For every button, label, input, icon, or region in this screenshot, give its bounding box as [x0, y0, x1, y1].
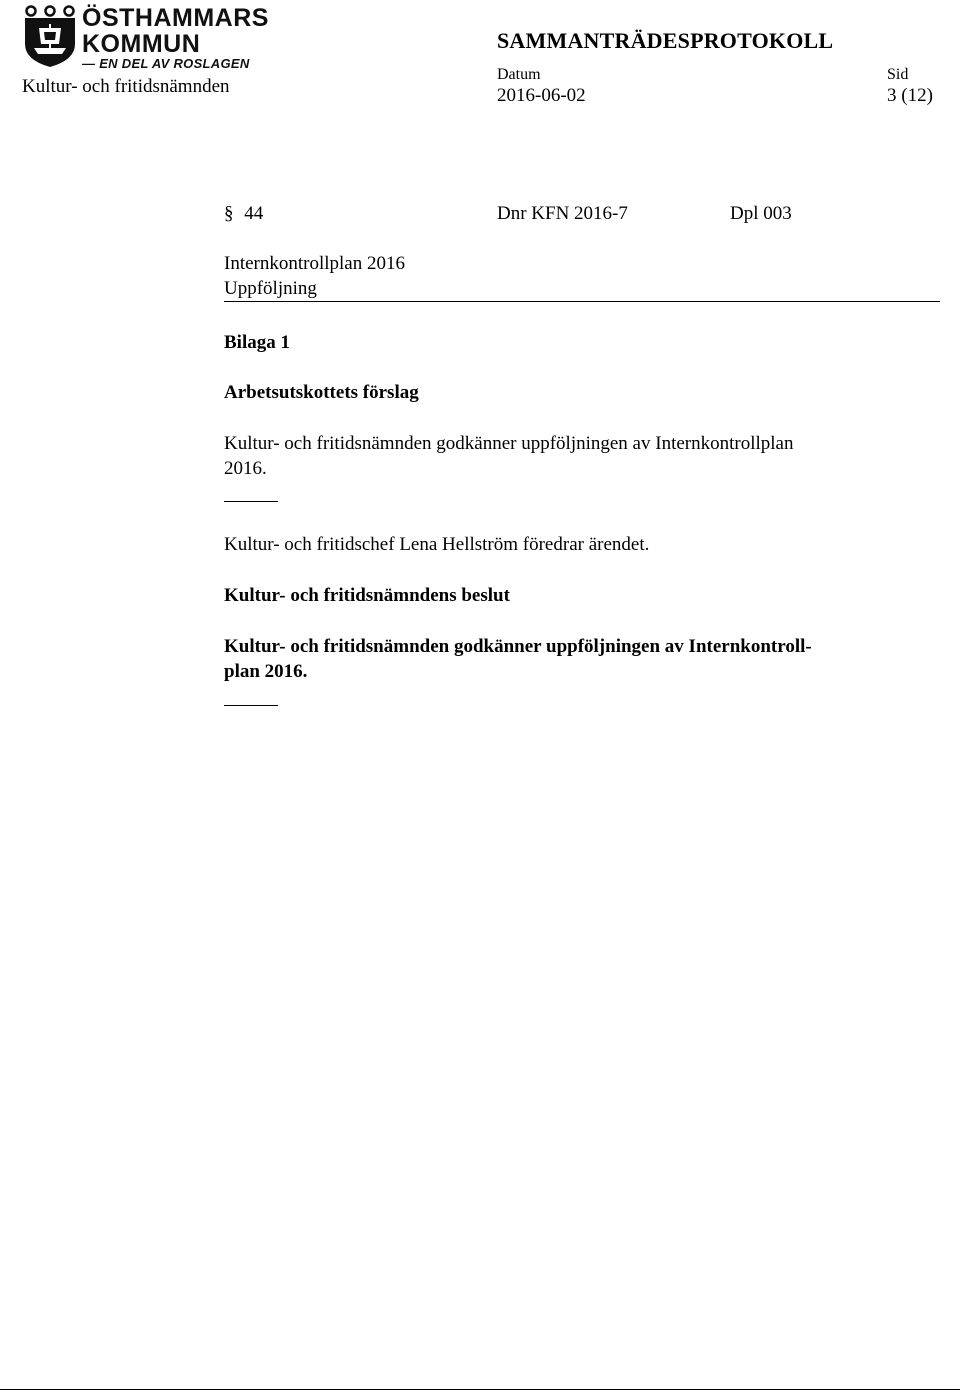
date-value: 2016-06-02	[497, 85, 586, 106]
title-divider	[224, 301, 940, 302]
logo-name-line1: ÖSTHAMMARS	[82, 4, 269, 32]
short-divider-end	[224, 705, 278, 706]
decision-text-line1: Kultur- och fritidsnämnden godkänner uppföljningen av Internkontroll-	[224, 636, 812, 657]
attachment-label: Bilaga 1	[224, 332, 290, 353]
date-label: Datum	[497, 66, 541, 83]
document-title: SAMMANTRÄDESPROTOKOLL	[497, 28, 834, 53]
section-mark: §	[224, 203, 234, 224]
proposal-heading: Arbetsutskottets förslag	[224, 382, 419, 403]
case-title-line1: Internkontrollplan 2016	[224, 253, 405, 274]
footer-divider	[0, 1389, 960, 1390]
logo	[22, 4, 269, 71]
case-dpl: Dpl 003	[730, 203, 792, 224]
decision-heading: Kultur- och fritidsnämndens beslut	[224, 585, 510, 606]
page-number: 3 (12)	[887, 85, 933, 106]
proposal-text-line2: 2016.	[224, 458, 267, 479]
committee-name: Kultur- och fritidsnämnden	[22, 76, 230, 97]
section-number: 44	[244, 203, 264, 224]
proposal-text-line1: Kultur- och fritidsnämnden godkänner uppföljningen av Internkontrollplan	[224, 433, 794, 454]
short-divider	[224, 501, 278, 502]
case-title-line2: Uppföljning	[224, 278, 317, 299]
decision-text-line2: plan 2016.	[224, 661, 308, 682]
logo-tagline: — EN DEL AV ROSLAGEN	[82, 56, 250, 71]
case-dnr: Dnr KFN 2016-7	[497, 203, 628, 224]
page-label: Sid	[887, 66, 909, 83]
logo-name-line2: KOMMUN	[82, 30, 201, 58]
presenter-text: Kultur- och fritidschef Lena Hellström föredrar ärendet.	[224, 534, 650, 555]
municipality-crest-icon	[22, 4, 78, 68]
